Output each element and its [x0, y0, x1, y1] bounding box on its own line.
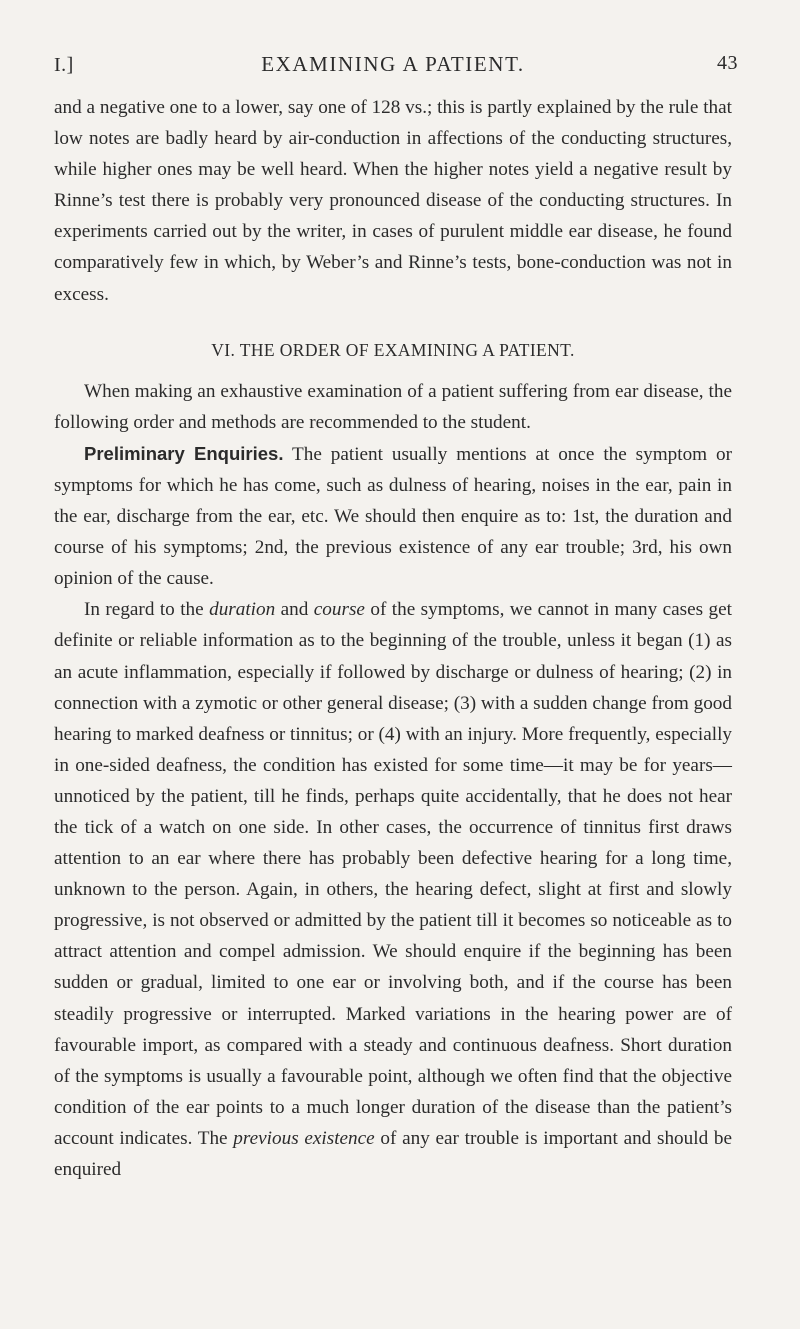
previous-existence-italic: previous existence — [233, 1127, 375, 1149]
running-title: EXAMINING A PATIENT. — [261, 52, 525, 76]
running-head — [54, 26, 738, 76]
run-in-heading: Preliminary Enquiries. — [84, 442, 284, 464]
duration-lead: In regard to the — [84, 599, 210, 621]
preliminary-enquiries-paragraph — [54, 438, 732, 594]
page-body — [54, 92, 732, 1185]
chapter-marker: I.] — [54, 54, 74, 76]
page-number: 43 — [717, 52, 738, 74]
intro-paragraph: When making an exhaustive examination of a patient suffering from ear disease, the following order and methods are recommended to the student. — [54, 380, 732, 433]
course-italic: course — [313, 599, 365, 621]
preliminary-text: The patient usually mentions at once the symptom or symptoms for which he has come, such as dulness of hearing, noises in the ear, pain in the ear, discharge from the ear, etc. We should then enquire as to: 1st, the duration and course of his symptoms; 2nd, the previous existence of any ear trouble; 3rd, his own opinion of the cause. — [54, 443, 732, 590]
and-word: and — [275, 599, 314, 621]
duration-paragraph — [54, 594, 732, 1185]
book-page — [0, 26, 800, 1329]
duration-italic: duration — [209, 599, 276, 621]
previous-rest: of any ear trouble is important and should be enquired — [54, 1127, 732, 1180]
continuation-paragraph: and a negative one to a lower, say one of 128 vs.; this is partly explained by the rule that low notes are badly heard by air-conduction in affections of the conducting structures, while higher ones may be well heard. When the higher notes yield a negative result by Rinne’s test there is probably very pronounced disease of the conducting structures. In experiments carried out by the writer, in cases of purulent middle ear disease, he found comparatively few in which, by Weber’s and Rinne’s tests, bone-conduction was not in excess. — [54, 97, 732, 305]
duration-rest: of the symptoms, we cannot in many cases get definite or reliable information as to the beginning of the trouble, unless it began (1) as an acute inflammation, especially if followed by discharge or dulness of hearing; (2) in connection with a zymotic or other general disease; (3) with a sudden change from good hearing to marked deafness or tinnitus; or (4) with an injury. More frequently, especially in one-sided deafness, the condition has existed for some time—it may be for years—unnoticed by the patient, till he finds, perhaps quite accidentally, that he does not hear the tick of a watch on one side. In other cases, the occurrence of tinnitus first draws attention to an ear where there has probably been defective hearing for a long time, unknown to the person. Again, in others, the hearing defect, slight at first and slowly progressive, is not observed or admitted by the patient till it becomes so noticeable as to attract attention and compel admission. We should enquire if the beginning has been sudden or gradual, limited to one ear or involving both, and if the course has been steadily progressive or interrupted. Marked variations in the hearing power are of favourable import, as compared with a steady and continuous deafness. Short duration of the symptoms is usually a favourable point, although we often find that the objective condition of the ear points to a much longer duration of the disease than the patient’s account indicates. The — [54, 599, 732, 1149]
section-heading: VI. THE ORDER OF EXAMINING A PATIENT. — [211, 339, 575, 360]
